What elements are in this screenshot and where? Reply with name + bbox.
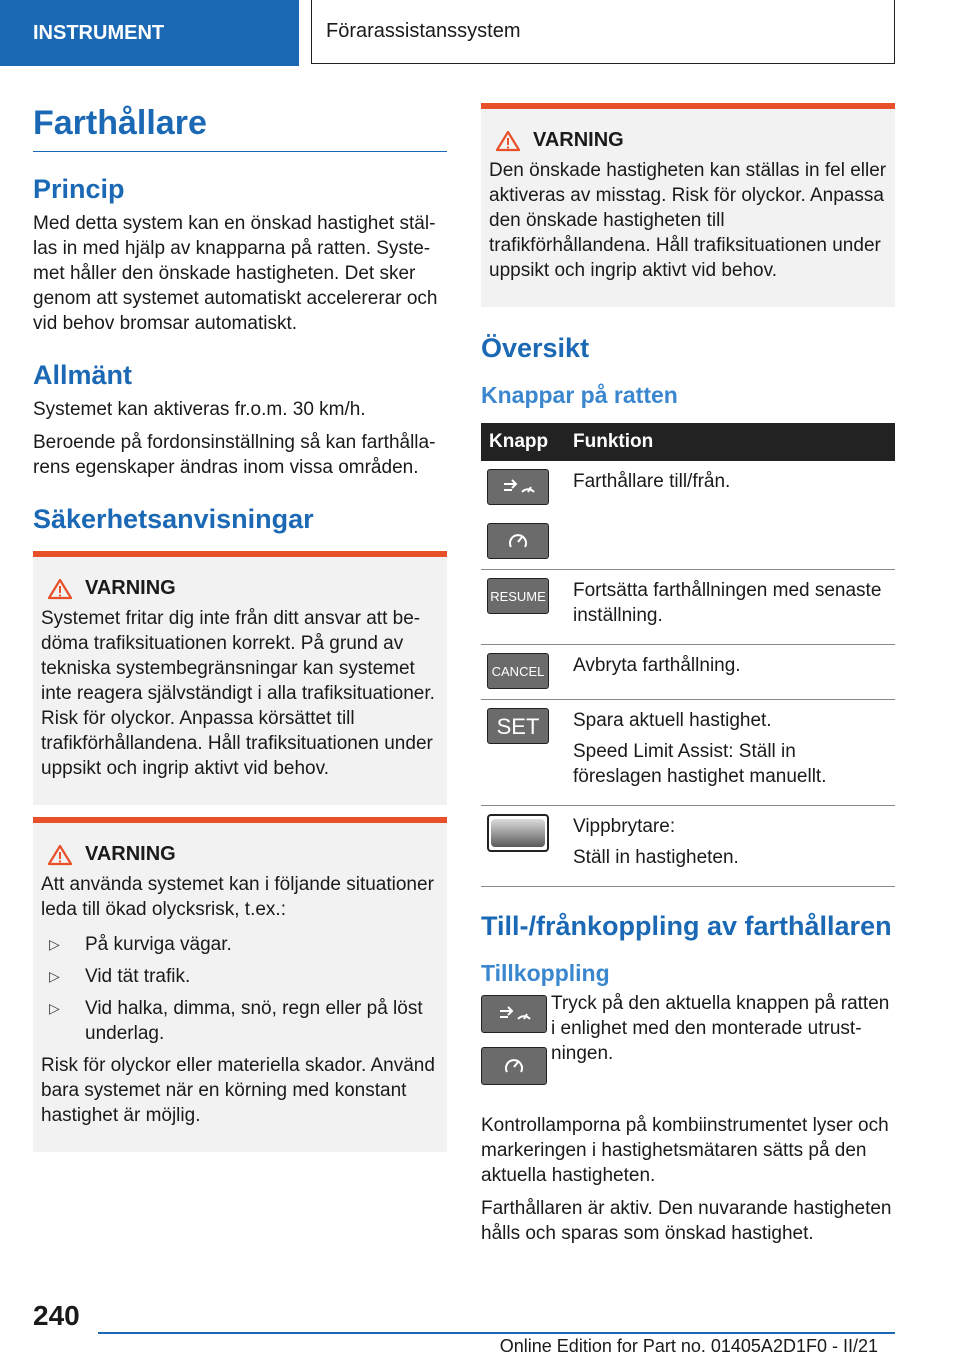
warning-icon xyxy=(495,130,521,152)
list-item-text: På kurviga vägar. xyxy=(85,934,232,955)
warning-title xyxy=(495,129,887,152)
cruise-control-icon xyxy=(487,469,549,505)
col-header-funktion: Funktion xyxy=(565,423,895,461)
page-number: 240 xyxy=(33,1300,80,1331)
triangle-bullet-icon: ▷ xyxy=(49,968,60,984)
set-button-image: SET xyxy=(487,708,549,744)
aktiv-text: Farthållaren är aktiv. Den nuvarande hastigheten hålls och sparas som önskad hastighet. xyxy=(481,1198,892,1244)
table-row xyxy=(481,570,895,645)
till-fran-heading: Till-/frånkoppling av farthållaren xyxy=(481,911,892,941)
cruise-control-icon xyxy=(481,995,547,1033)
right-column xyxy=(481,103,895,1254)
function-cell xyxy=(565,461,895,570)
allmant-heading: Allmänt xyxy=(33,360,133,390)
warning-title xyxy=(47,843,439,866)
function-cell xyxy=(565,806,895,887)
tillkoppling-block xyxy=(481,995,895,1099)
edition-text: Online Edition for Part no. 01405A2D1F0 - II/21 xyxy=(499,1336,878,1356)
warning-list xyxy=(41,932,439,1046)
princip-heading: Princip xyxy=(33,174,125,204)
warning-text: Den önskade hastigheten kan ställas in fel eller aktiveras av misstag. Risk för olyckor. Anpassa den önskade hastigheten till trafikförhållandena. Håll trafiksituationen under uppsikt och ingrip aktivt vid behov. xyxy=(489,160,887,281)
buttons-table xyxy=(481,423,895,887)
function-text: Vippbrytare: xyxy=(573,816,676,837)
triangle-bullet-icon: ▷ xyxy=(49,1000,60,1016)
speed-gauge-icon xyxy=(481,1047,547,1085)
triangle-bullet-icon: ▷ xyxy=(49,936,60,952)
chapter-tab: INSTRUMENT xyxy=(0,0,299,66)
warning-title-text: VARNING xyxy=(533,129,624,151)
table-row xyxy=(481,806,895,887)
warning-icon xyxy=(47,578,73,600)
function-text: Fortsätta farthållningen med senaste inställning. xyxy=(573,580,882,626)
list-item-text: Vid halka, dimma, snö, regn eller på löst underlag. xyxy=(85,998,423,1044)
warning-box-1 xyxy=(33,551,447,805)
tillkoppling-heading: Tillkoppling xyxy=(481,960,610,986)
warning-outro: Risk för olyckor eller materiella skador. Använd bara systemet när en körning med konstant hastighet är möjlig. xyxy=(41,1055,435,1126)
table-row xyxy=(481,700,895,806)
page-title: Farthållare xyxy=(33,104,447,152)
tillkoppling-text: Tryck på den aktuella knappen på ratten i enlighet med den monterade utrustningen. xyxy=(551,993,890,1064)
function-cell xyxy=(565,570,895,645)
kontroll-text: Kontrollamporna på kombiinstrumentet lyser och markeringen i hastighetsmätaren sätts på den aktuella hastigheten. xyxy=(481,1115,889,1186)
list-item-text: Vid tät trafik. xyxy=(85,966,191,987)
left-column xyxy=(33,100,447,1152)
warning-box-3 xyxy=(481,103,895,307)
function-text: Ställ in hastigheten. xyxy=(573,847,739,868)
warning-title xyxy=(47,577,439,600)
function-text: Spara aktuell hastighet. xyxy=(573,710,772,731)
warning-intro: Att använda systemet kan i följande situationer leda till ökad olycksrisk, t.ex.: xyxy=(41,874,434,920)
princip-text: Med detta system kan en önskad hastighet ställas in med hjälp av knapparna på ratten. Systemet håller den önskade hastigheten. Det sker genom att systemet automatiskt accelererar och vid behov bromsar automatiskt. xyxy=(33,213,438,334)
warning-box-2 xyxy=(33,817,447,1152)
warning-title-text: VARNING xyxy=(85,577,176,599)
sakerhet-heading: Säkerhetsanvisningar xyxy=(33,504,314,534)
list-item xyxy=(41,996,439,1046)
warning-title-text: VARNING xyxy=(85,843,176,865)
resume-button-image: RESUME xyxy=(487,578,549,614)
warning-icon xyxy=(47,844,73,866)
button-cell xyxy=(481,645,565,700)
allmant-p1: Systemet kan aktiveras fr.o.m. 30 km/h. xyxy=(33,399,366,420)
button-cell xyxy=(481,806,565,887)
tillkoppling-icons xyxy=(481,995,551,1099)
allmant-p2: Beroende på fordonsinställning så kan farthållarens egenskaper ändras inom vissa områden. xyxy=(33,432,436,478)
warning-text: Systemet fritar dig inte från ditt ansvar att bedöma trafiksituationen korrekt. På grund av tekniska systembegränsningar kan systemet inte reagera självständigt i alla trafiksituationer. Risk för olyckor. Anpassa körsättet till trafikförhållandena. Håll trafiksituationen under uppsikt och ingrip aktivt vid behov. xyxy=(41,608,435,779)
function-cell xyxy=(565,645,895,700)
knappar-heading: Knappar på ratten xyxy=(481,382,678,408)
button-cell xyxy=(481,570,565,645)
col-header-knapp: Knapp xyxy=(481,423,565,461)
function-text: Farthållare till/från. xyxy=(573,471,731,492)
section-title: Förarassistanssystem xyxy=(311,0,895,64)
function-text: Avbryta farthållning. xyxy=(573,655,741,676)
button-cell xyxy=(481,700,565,806)
cancel-button-image: CANCEL xyxy=(487,653,549,689)
speed-gauge-icon xyxy=(487,523,549,559)
table-row xyxy=(481,645,895,700)
function-text: Speed Limit Assist: Ställ in föreslagen hastighet manuellt. xyxy=(573,741,827,787)
list-item xyxy=(41,964,439,989)
table-row xyxy=(481,461,895,570)
rocker-switch-icon xyxy=(487,814,549,852)
list-item xyxy=(41,932,439,957)
function-cell xyxy=(565,700,895,806)
footer-divider xyxy=(98,1332,895,1334)
button-cell xyxy=(481,461,565,570)
oversikt-heading: Översikt xyxy=(481,333,590,363)
